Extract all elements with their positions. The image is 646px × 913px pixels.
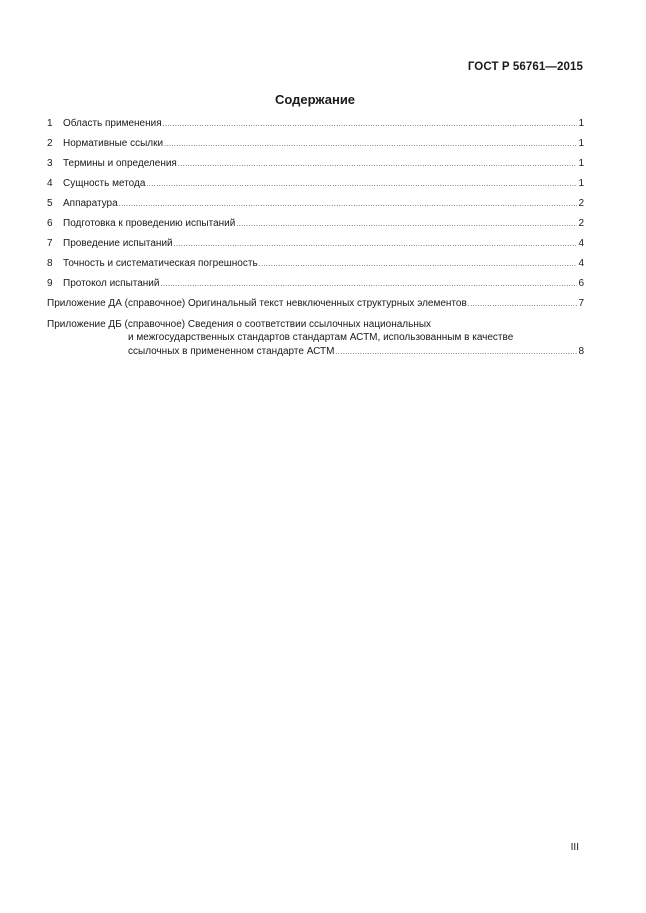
toc-entry-label: Приложение ДА (справочное) Оригинальный текст невключенных структурных элементов — [47, 298, 467, 309]
toc-entry-label: Аппаратура — [63, 198, 118, 209]
toc-entry-number: 2 — [47, 138, 53, 149]
toc-entry-apparatus[interactable] — [47, 198, 584, 210]
dot-leader — [164, 140, 577, 150]
toc-title: Содержание — [274, 92, 356, 107]
toc-entry-page: 6 — [578, 278, 584, 289]
appendix-db-line-3 — [47, 345, 584, 358]
toc-entry-page: 1 — [578, 118, 584, 129]
page-number: III — [570, 842, 579, 853]
toc-entry-page: 8 — [578, 346, 584, 357]
toc-entry-number: 7 — [47, 238, 53, 249]
toc-entry-label: Нормативные ссылки — [63, 138, 164, 149]
toc-entry-page: 7 — [578, 298, 584, 309]
toc-entry-label: Приложение ДБ (справочное) Сведения о соответствии ссылочных национальных — [47, 319, 432, 330]
toc-entry-appendix-db[interactable] — [47, 318, 584, 358]
toc-entry-page: 4 — [578, 258, 584, 269]
dot-leader — [160, 280, 577, 290]
toc-entry-label: Сущность метода — [63, 178, 146, 189]
toc-entry-number: 3 — [47, 158, 53, 169]
toc-entry-precision[interactable] — [47, 258, 584, 270]
dot-leader — [335, 348, 577, 358]
dot-leader — [178, 160, 578, 170]
toc-entry-number: 4 — [47, 178, 53, 189]
toc-entry-appendix-da[interactable] — [47, 298, 584, 310]
dot-leader — [236, 220, 577, 230]
dot-leader — [163, 120, 578, 130]
toc-entry-normative-references[interactable] — [47, 138, 584, 150]
toc-entry-label: Точность и систематическая погрешность — [63, 258, 258, 269]
toc-entry-number: 6 — [47, 218, 53, 229]
toc-entry-page: 1 — [578, 158, 584, 169]
dot-leader — [119, 200, 578, 210]
toc-entry-terms[interactable] — [47, 158, 584, 170]
toc-entry-test-report[interactable] — [47, 278, 584, 290]
toc-entry-page: 4 — [578, 238, 584, 249]
toc-entry-number: 1 — [47, 118, 53, 129]
toc-entry-label: Термины и определения — [63, 158, 177, 169]
toc-entry-number: 8 — [47, 258, 53, 269]
toc-entry-page: 2 — [578, 218, 584, 229]
dot-leader — [174, 240, 578, 250]
toc-entry-testing[interactable] — [47, 238, 584, 250]
toc-entry-page: 1 — [578, 138, 584, 149]
toc-entry-number: 5 — [47, 198, 53, 209]
toc-entry-page: 2 — [578, 198, 584, 209]
appendix-da-line — [47, 298, 584, 310]
dot-leader — [146, 180, 577, 190]
toc-entry-scope[interactable] — [47, 118, 584, 130]
toc-entry-label: Подготовка к проведению испытаний — [63, 218, 236, 229]
toc-entry-page: 1 — [578, 178, 584, 189]
dot-leader — [259, 260, 578, 270]
dot-leader — [468, 300, 578, 310]
toc-entry-label: Протокол испытаний — [63, 278, 160, 289]
toc-entry-test-preparation[interactable] — [47, 218, 584, 230]
table-of-contents — [47, 118, 584, 366]
toc-entry-label: ссылочных в примененном стандарте АСТМ — [128, 346, 335, 357]
document-designation: ГОСТ Р 56761—2015 — [467, 61, 583, 73]
toc-entry-method-essence[interactable] — [47, 178, 584, 190]
appendix-db-line-2: и межгосударственных стандартов стандартам АСТМ, использованным в качестве — [128, 332, 514, 343]
toc-entry-label: Область применения — [63, 118, 162, 129]
toc-entry-label: Проведение испытаний — [63, 238, 173, 249]
toc-entry-number: 9 — [47, 278, 53, 289]
appendix-db-line-1 — [47, 318, 584, 331]
